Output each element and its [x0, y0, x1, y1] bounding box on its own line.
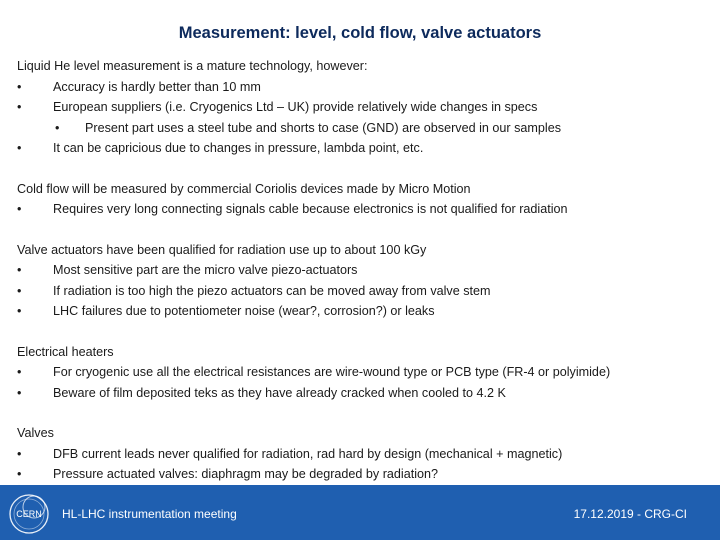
bullet-item [17, 281, 707, 302]
bullet-item [17, 260, 707, 281]
bullet-item [17, 362, 707, 383]
bullet-text: Beware of film deposited teks as they have already cracked when cooled to 4.2 K [53, 385, 506, 400]
section-heading: Cold flow will be measured by commercial Coriolis devices made by Micro Motion [17, 181, 471, 196]
bullet-text: For cryogenic use all the electrical resistances are wire-wound type or PCB type (FR-4 or polyimide) [53, 365, 611, 379]
bullet-item [17, 444, 707, 465]
bullet-icon: • [17, 100, 22, 114]
bullet-icon: • [17, 446, 22, 461]
footer-meeting: HL-LHC instrumentation meeting [62, 507, 237, 521]
slide-content [17, 56, 707, 505]
bullet-item [17, 464, 707, 485]
bullet-item [17, 138, 707, 159]
footer-bar [0, 485, 720, 540]
bullet-text: LHC failures due to potentiometer noise (wear?, corrosion?) or leaks [53, 304, 435, 318]
logo-text: CERN [16, 509, 42, 519]
bullet-icon: • [17, 202, 22, 216]
bullet-icon: • [17, 304, 22, 318]
bullet-item [17, 97, 707, 118]
cern-logo-icon [8, 493, 50, 535]
bullet-icon: • [17, 79, 22, 94]
section-heading: Liquid He level measurement is a mature technology, however: [17, 59, 368, 73]
bullet-text: It can be capricious due to changes in pressure, lambda point, etc. [53, 141, 424, 155]
bullet-text: Accuracy is hardly better than 10 mm [53, 79, 261, 94]
sub-bullet-item [17, 118, 707, 139]
bullet-item [17, 301, 707, 322]
section-level-measurement [17, 56, 707, 159]
bullet-text: Present part uses a steel tube and shorts to case (GND) are observed in our samples [85, 120, 561, 135]
bullet-icon: • [55, 120, 60, 135]
footer-date: 17.12.2019 - CRG-CI [573, 507, 687, 521]
bullet-item [17, 77, 707, 98]
section-heading: Valve actuators have been qualified for radiation use up to about 100 kGy [17, 242, 427, 257]
bullet-item [17, 383, 707, 404]
section-heading: Electrical heaters [17, 344, 114, 359]
bullet-icon: • [17, 365, 22, 379]
bullet-text: Pressure actuated valves: diaphragm may be degraded by radiation? [53, 467, 439, 481]
bullet-icon: • [17, 467, 22, 481]
slide-title: Measurement: level, cold flow, valve actuators [178, 24, 542, 42]
bullet-text: If radiation is too high the piezo actuators can be moved away from valve stem [53, 283, 491, 298]
section-valves [17, 423, 707, 485]
section-electrical-heaters [17, 342, 707, 404]
bullet-icon: • [17, 263, 22, 277]
bullet-text: European suppliers (i.e. Cryogenics Ltd – UK) provide relatively wide changes in specs [53, 100, 538, 114]
bullet-text: DFB current leads never qualified for radiation, rad hard by design (mechanical + magnetic) [53, 446, 563, 461]
section-cold-flow [17, 179, 707, 220]
bullet-text: Most sensitive part are the micro valve piezo-actuators [53, 263, 358, 277]
section-heading: Valves [17, 426, 54, 440]
bullet-text: Requires very long connecting signals cable because electronics is not qualified for radiation [53, 202, 568, 216]
bullet-icon: • [17, 283, 22, 298]
section-valve-actuators [17, 240, 707, 322]
bullet-icon: • [17, 385, 22, 400]
bullet-icon: • [17, 141, 22, 155]
bullet-item [17, 199, 707, 220]
